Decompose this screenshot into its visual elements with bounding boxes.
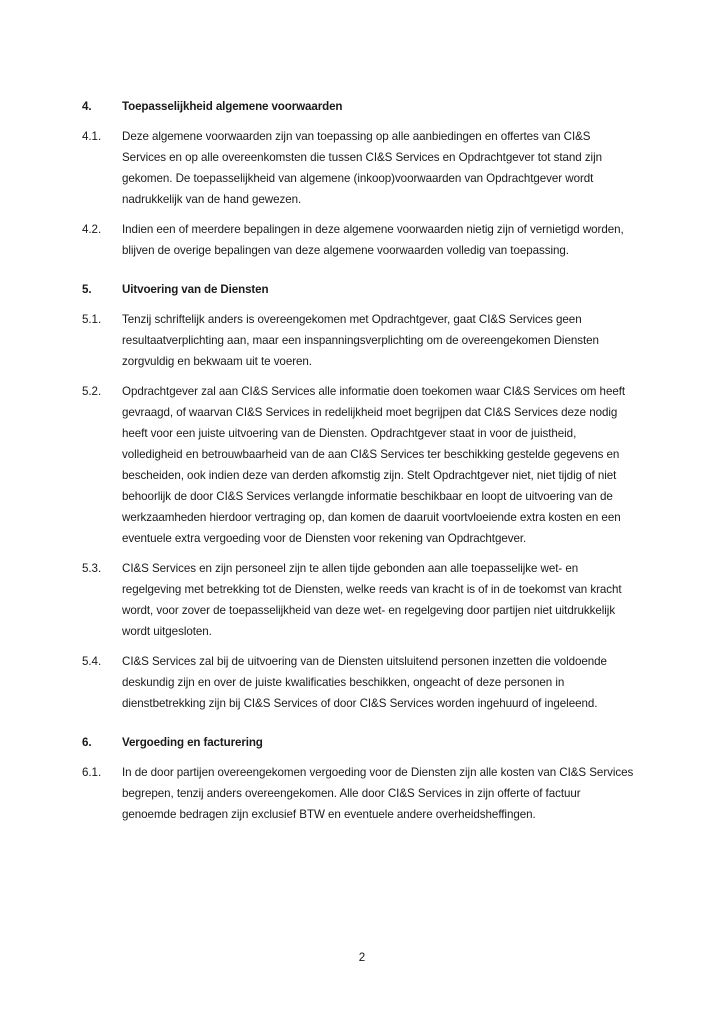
document-body bbox=[82, 96, 635, 834]
section-heading bbox=[82, 279, 635, 300]
clause-number: 5.4. bbox=[82, 655, 102, 668]
section-heading bbox=[82, 96, 635, 117]
clause-number: 6.1. bbox=[82, 766, 102, 779]
clause-number: 5.2. bbox=[82, 385, 102, 398]
section-heading bbox=[82, 732, 635, 753]
clause-paragraph bbox=[82, 651, 635, 714]
clause-text: Indien een of meerdere bepalingen in deze algemene voorwaarden nietig zijn of vernietigd worden, blijven de overige bepalingen van deze algemene voorwaarden volledig van toepassing. bbox=[122, 223, 624, 257]
section-title: Vergoeding en facturering bbox=[122, 736, 263, 749]
clause-number: 5.1. bbox=[82, 313, 102, 326]
clause-paragraph bbox=[82, 381, 635, 549]
section-number: 4. bbox=[82, 100, 92, 113]
clause-paragraph bbox=[82, 558, 635, 642]
clause-paragraph bbox=[82, 762, 635, 825]
clause-text: CI&S Services en zijn personeel zijn te allen tijde gebonden aan alle toepasselijke wet- en regelgeving met betrekking tot de Diensten, welke reeds van kracht is of in de toekomst van kracht wordt, voor zover de toepasselijkheid van deze wet- en regelgeving door partijen niet uitdrukkelijk wordt uitgesloten. bbox=[122, 562, 622, 638]
clause-text: Deze algemene voorwaarden zijn van toepassing op alle aanbiedingen en offertes van CI&S Services en op alle overeenkomsten die tussen CI&S Services en Opdrachtgever tot stand zijn gekomen. De toepasselijkheid van algemene (inkoop)voorwaarden van Opdrachtgever wordt nadrukkelijk van de hand gewezen. bbox=[122, 130, 602, 206]
clause-paragraph bbox=[82, 309, 635, 372]
section-number: 6. bbox=[82, 736, 92, 749]
clause-text: In de door partijen overeengekomen vergoeding voor de Diensten zijn alle kosten van CI&S Services begrepen, tenzij anders overeengekomen. Alle door CI&S Services in zijn offerte of factuur genoemde bedragen zijn exclusief BTW en eventuele andere overheidsheffingen. bbox=[122, 766, 634, 821]
section-title: Toepasselijkheid algemene voorwaarden bbox=[122, 100, 343, 113]
page-number: 2 bbox=[358, 951, 366, 964]
clause-paragraph bbox=[82, 219, 635, 261]
clause-number: 5.3. bbox=[82, 562, 102, 575]
clause-text: Tenzij schriftelijk anders is overeengekomen met Opdrachtgever, gaat CI&S Services geen resultaatverplichting aan, maar een inspanningsverplichting om de overeengekomen Diensten zorgvuldig en bekwaam uit te voeren. bbox=[122, 313, 599, 368]
section-number: 5. bbox=[82, 283, 92, 296]
clause-paragraph bbox=[82, 126, 635, 210]
section-title: Uitvoering van de Diensten bbox=[122, 283, 269, 296]
clause-number: 4.2. bbox=[82, 223, 102, 236]
clause-number: 4.1. bbox=[82, 130, 102, 143]
clause-text: Opdrachtgever zal aan CI&S Services alle informatie doen toekomen waar CI&S Services om heeft gevraagd, of waarvan CI&S Services in redelijkheid moet begrijpen dat CI&S Services deze nodig heeft voor een juiste uitvoering van de Diensten. Opdrachtgever staat in voor de juistheid, volledigheid en betrouwbaarheid van de aan CI&S Services ter beschikking gestelde gegevens en bescheiden, ook indien deze van derden afkomstig zijn. Stelt Opdrachtgever niet, niet tijdig of niet behoorlijk de door CI&S Services verlangde informatie beschikbaar en loopt de uitvoering van de werkzaamheden hierdoor vertraging op, dan komen de daaruit voortvloeiende extra kosten en een eventuele extra vergoeding voor de Diensten voor rekening van Opdrachtgever. bbox=[122, 385, 626, 545]
clause-text: CI&S Services zal bij de uitvoering van de Diensten uitsluitend personen inzetten die voldoende deskundig zijn en over de juiste kwalificaties beschikken, ongeacht of deze personen in dienstbetrekking zijn bij CI&S Services of door CI&S Services worden ingehuurd of ingeleend. bbox=[122, 655, 607, 710]
